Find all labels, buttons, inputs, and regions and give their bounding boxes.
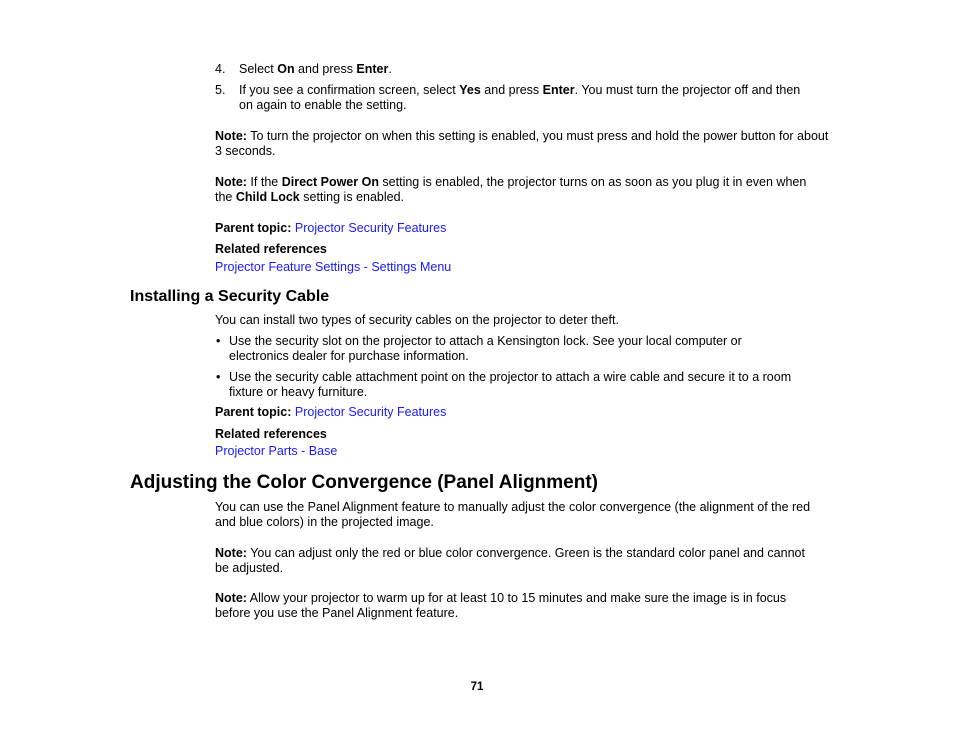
note-text: setting is enabled, the projector turns on as soon as you plug it in even when the xyxy=(215,175,807,204)
related-references-label xyxy=(215,242,327,257)
section-intro: You can install two types of security cables on the projector to deter theft. xyxy=(215,313,619,327)
note-power-button xyxy=(215,129,830,159)
step-number: 5. xyxy=(215,83,226,97)
section-intro: You can use the Panel Alignment feature to manually adjust the color convergence (the alignment of the red and blue colors) in the projected image. xyxy=(215,500,811,529)
parent-topic xyxy=(215,405,446,420)
note-label: Note: xyxy=(215,129,247,143)
step-4 xyxy=(215,62,835,77)
note-direct-power-on xyxy=(215,175,815,205)
section-title: Adjusting the Color Convergence (Panel Alignment) xyxy=(130,472,598,493)
note-label: Note: xyxy=(215,175,247,189)
related-reference-link[interactable]: Projector Feature Settings - Settings Menu xyxy=(215,260,452,274)
parent-topic-label: Parent topic: xyxy=(215,405,292,419)
step-bold: On xyxy=(277,62,295,76)
bullet-item xyxy=(215,370,825,400)
related-references-heading: Related references xyxy=(215,427,327,441)
related-references-label xyxy=(215,427,327,442)
note-text: To turn the projector on when this setting is enabled, you must press and hold the power button for about 3 seconds. xyxy=(215,129,829,158)
note-label: Note: xyxy=(215,591,247,605)
bullet-marker: • xyxy=(216,334,221,348)
bullet-text: Use the security cable attachment point on the projector to attach a wire cable and secure it to a room fixture or heavy furniture. xyxy=(229,370,792,399)
note-color-convergence xyxy=(215,546,805,576)
bullet-marker: • xyxy=(216,370,221,384)
note-text: Allow your projector to warm up for at least 10 to 15 minutes and make sure the image is in focus before you use the Panel Alignment feature. xyxy=(215,591,787,620)
step-bold: Enter xyxy=(356,62,389,76)
step-text: and press xyxy=(480,83,543,97)
bullet-item xyxy=(215,334,795,364)
bullet-text: Use the security slot on the projector to attach a Kensington lock. See your local computer or electronics dealer for purchase information. xyxy=(229,334,742,363)
parent-topic xyxy=(215,221,446,236)
note-text: If the xyxy=(246,175,282,189)
note-text: You can adjust only the red or blue color convergence. Green is the standard color panel and cannot be adjusted. xyxy=(215,546,805,575)
note-label: Note: xyxy=(215,546,247,560)
step-bold: Enter xyxy=(542,83,575,97)
note-warm-up xyxy=(215,591,820,621)
step-text: and press xyxy=(294,62,357,76)
step-text: If you see a confirmation screen, select xyxy=(239,83,460,97)
parent-topic-label: Parent topic: xyxy=(215,221,292,235)
related-reference xyxy=(215,444,337,459)
step-number: 4. xyxy=(215,62,226,76)
note-bold: Child Lock xyxy=(235,190,300,204)
step-bold: Yes xyxy=(459,83,481,97)
related-reference xyxy=(215,260,451,275)
parent-topic-link[interactable]: Projector Security Features xyxy=(294,405,447,419)
step-text: . You must turn the projector off and then on again to enable the setting. xyxy=(239,83,801,112)
note-bold: Direct Power On xyxy=(281,175,379,189)
step-text: Select xyxy=(239,62,278,76)
note-text: setting is enabled. xyxy=(299,190,405,204)
step-text: . xyxy=(388,62,392,76)
related-references-heading: Related references xyxy=(215,242,327,256)
related-reference-link[interactable]: Projector Parts - Base xyxy=(215,444,338,458)
section-heading: Installing a Security Cable xyxy=(130,288,330,305)
parent-topic-link[interactable]: Projector Security Features xyxy=(294,221,447,235)
page-number: 71 xyxy=(470,681,484,693)
step-5 xyxy=(215,83,815,113)
